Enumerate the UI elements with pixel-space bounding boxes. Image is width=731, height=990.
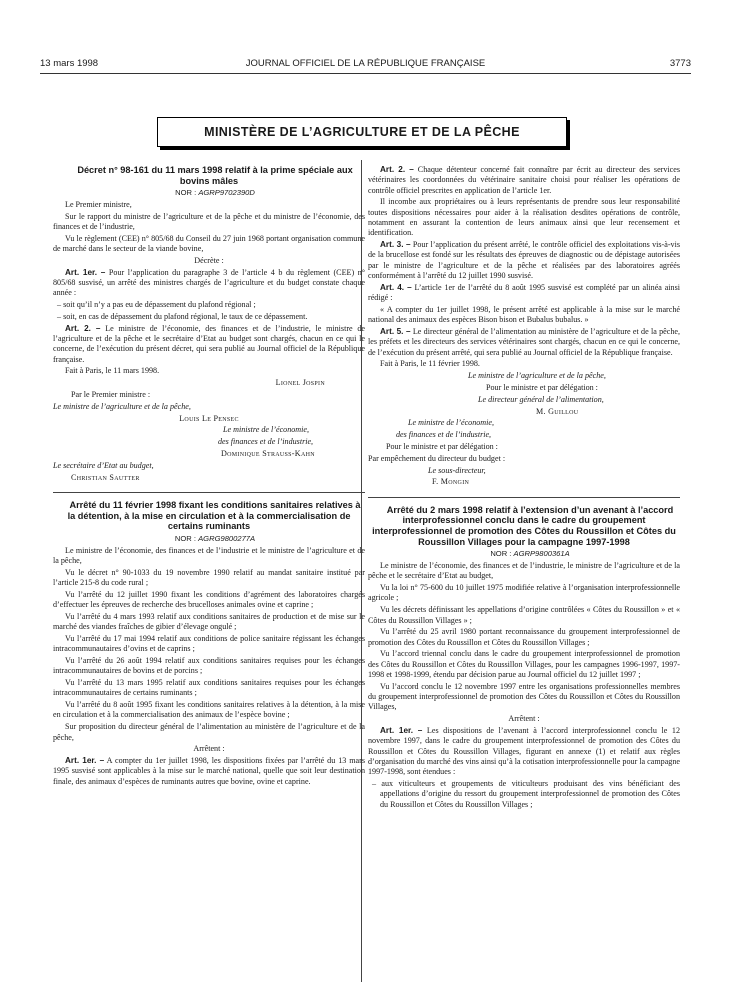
section-separator-right <box>368 497 680 498</box>
arrete1-s2: Pour le ministre et par délégation : <box>486 382 598 392</box>
decret-dash1: – soit qu’il n’y a pas eu de dépassement du plafond régional ; <box>57 300 256 310</box>
decret-p1: Le Premier ministre, <box>65 199 132 209</box>
arrete1-fait: Fait à Paris, le 11 février 1998. <box>380 359 480 369</box>
arrete1-p1: Le ministre de l’économie, des finances et de l’industrie et le ministre de l’agriculture et de la pêche, <box>53 545 365 565</box>
min-eco-1: Le ministre de l’économie, <box>223 425 310 435</box>
arrete1-s6: des finances et de l’industrie, <box>396 430 492 440</box>
ministry-banner: MINISTÈRE DE L’AGRICULTURE ET DE LA PÊCHE <box>157 117 567 147</box>
decret-dash2: – soit, en cas de dépassement du plafond régional, le taux de ce dépassement. <box>57 311 308 321</box>
right-column <box>368 165 680 811</box>
running-header <box>40 58 691 72</box>
arrete2-dash1: – aux viticulteurs et groupements de viticulteurs produisant des vins bénéficiant des appellations d’origine du ressort du groupement interprofessionnel de promotion des Côtes du Roussillon et Côtes du Roussillon Villages ; <box>372 779 680 809</box>
arrete1-p7: Vu l’arrêté du 13 mars 1995 relatif aux conditions sanitaires requises pour les échanges intracommunautaires de certains ruminants ; <box>53 678 365 698</box>
arrete1-nor: NOR : AGRG9800277A <box>174 533 256 543</box>
decret-signatures <box>53 378 365 483</box>
arrete1-p2: Vu le décret n° 90-1033 du 19 novembre 1990 relatif au mandat sanitaire institué par l’article 215-8 du code rural ; <box>53 567 365 587</box>
arrete1-art2: Art. 2. – Chaque détenteur concerné fait connaître par écrit au directeur des services vétérinaires les coordonnées du vétérinaire sanitaire choisi pour réaliser les opérations de contrôle officiel prescrites en application de l’article 1er. <box>368 165 680 195</box>
arrete1-s10: F. Mongin <box>432 477 470 487</box>
sec-budget: Le secrétaire d’Etat au budget, <box>53 460 154 470</box>
min-agri: Le ministre de l’agriculture et de la pêche, <box>53 401 191 411</box>
arrete1-s5: Le ministre de l’économie, <box>408 418 495 428</box>
decret-p3: Vu le règlement (CEE) n° 805/68 du Conseil du 27 juin 1968 portant organisation commune de marché dans le secteur de la viande bovine, <box>53 233 365 254</box>
arrete1-p4: Vu l’arrêté du 4 mars 1993 relatif aux conditions sanitaires de production et de mise sur le marché des viandes fraîches de gibier d’élevage ongulé ; <box>53 611 365 632</box>
arrete1-art1: Art. 1er. – A compter du 1er juillet 1998, les dispositions fixées par l’arrêté du 13 mars 1995 susvisé sont applicables à la mise sur le marché national, quelle que soit leur destination finale, des animaux d’espèces de ruminants autres que bovine, ovine et caprine. <box>53 756 365 786</box>
arrete1-arretent: Arrêtent : <box>193 744 225 754</box>
decret-art2: Art. 2. – Le ministre de l’économie, des finances et de l’industrie, le ministre de l’agriculture et de la pêche et le secrétaire d’Etat au budget sont chargés, chacun en ce qui le concerne, de l’exécution du présent décret, qui sera publié au Journal officiel de la République française. <box>53 323 365 364</box>
left-column <box>53 165 365 789</box>
decret-fait: Fait à Paris, le 11 mars 1998. <box>65 366 160 376</box>
decret-decrete: Décrète : <box>194 255 224 265</box>
arrete2-arretent: Arrêtent : <box>508 714 540 724</box>
arrete1-art2b: Il incombe aux propriétaires ou à leurs représentants de prendre sous leur responsabilité toutes dispositions nécessaires pour aider à la réalisation desdites opérations de contrôle, notamment en assurant la contention de leurs animaux ainsi que leur recensement et identification. <box>368 197 680 238</box>
par-pm: Par le Premier ministre : <box>71 389 151 399</box>
arrete1-s3: Le directeur général de l’alimentation, <box>478 394 604 404</box>
decret-title: Décret n° 98-161 du 11 mars 1998 relatif à la prime spéciale aux bovins mâles <box>77 165 353 186</box>
sig-pm: Lionel Jospin <box>275 378 325 388</box>
arrete2-p6: Vu l’accord conclu le 12 novembre 1997 entre les organisations professionnelles membres du groupement interprofessionnel de promotion des Côtes du Roussillon et Côtes du Roussillon Villages, <box>368 681 680 712</box>
decret-p2: Sur le rapport du ministre de l’agriculture et de la pêche et du ministre de l’économie, des finances et de l’industrie, <box>53 211 365 231</box>
arrete2-p1: Le ministre de l’économie, des finances et de l’industrie, le ministre de l’agriculture et de la pêche et le secrétaire d’Etat au budget, <box>368 561 680 581</box>
arrete2-p4: Vu l’arrêté du 25 avril 1980 portant reconnaissance du groupement interprofessionnel de promotion des Côtes du Roussillon et Côtes du Roussillon Villages ; <box>368 627 680 647</box>
section-separator <box>53 492 365 493</box>
arrete1-p6: Vu l’arrêté du 26 août 1994 relatif aux conditions sanitaires requises pour les échanges intracommunautaires de bovins et de porcins ; <box>53 655 365 676</box>
arrete1-s8: Par empêchement du directeur du budget : <box>368 453 506 463</box>
sig-agri: Louis Le Pensec <box>179 413 239 423</box>
arrete1-art4b: « A compter du 1er juillet 1998, le présent arrêté est applicable à la mise sur le marché national des animaux des espèces Bison bison et Bubalus bubalus. » <box>368 304 680 325</box>
sig-eco: Dominique Strauss-Kahn <box>221 448 315 458</box>
arrete2-art1: Art. 1er. – Les dispositions de l’avenant à l’accord interprofessionnel conclu le 12 novembre 1997, dans le cadre du groupement interprofessionnel de promotion des Côtes du Roussillon et Côtes du Roussillon Villages, figurant en annexe (1) et relatif aux règles d’organisation du marché des vins ainsi qu’à la cotisation interprofessionnelle pour la campagne 1997-1998, sont étendues : <box>368 726 680 777</box>
arrete1-art3: Art. 3. – Pour l’application du présent arrêté, le contrôle officiel des exploitations vis-à-vis de la brucellose est fondé sur les résultats des épreuves de diagnostic ou de dépistage autorisées par le ministre de l’agriculture et de la pêche et réalisées par des laboratoires agréés conformément à l’arrêté du 12 juillet 1990 susvisé. <box>368 240 680 280</box>
arrete1-p5: Vu l’arrêté du 17 mai 1994 relatif aux conditions de police sanitaire régissant les échanges intracommunautaires d’ovins et de caprins ; <box>53 633 365 654</box>
sig-budget: Christian Sautter <box>71 472 140 482</box>
decret-nor: NOR : AGRP9702390D <box>175 188 255 198</box>
arrete2-title: Arrêté du 2 mars 1998 relatif à l’extension d’un avenant à l’accord interprofessionnel conclu dans le cadre du groupement interprofessionnel de promotion des Côtes du Roussillon et Côtes du Roussillon Villages pour la campagne 1997-1998 <box>372 504 676 547</box>
min-eco-2: des finances et de l’industrie, <box>218 437 314 447</box>
arrete1-signatures <box>368 371 680 487</box>
arrete2-p5: Vu l’accord triennal conclu dans le cadre du groupement interprofessionnel de promotion des Côtes du Roussillon et Côtes du Roussillon Villages, pour les campagnes 1996-1997, 1997-1998 et 1998-1999, étendu par décision parue au Journal officiel du 12 juillet 1997 ; <box>368 649 680 680</box>
arrete1-s1: Le ministre de l’agriculture et de la pêche, <box>468 371 606 381</box>
header-journal-title: JOURNAL OFFICIEL DE LA RÉPUBLIQUE FRANÇAISE <box>245 58 486 69</box>
header-rule <box>40 73 691 74</box>
arrete1-p8: Vu l’arrêté du 8 août 1995 fixant les conditions sanitaires relatives à la détention, à la mise en circulation et à la commercialisation des animaux de l’espèce bovine ; <box>53 700 365 720</box>
arrete2-p2: Vu la loi n° 75-600 du 10 juillet 1975 modifiée relative à l’organisation interprofessionnelle agricole ; <box>368 583 680 603</box>
arrete1-art5: Art. 5. – Le directeur général de l’alimentation au ministère de l’agriculture et de la pêche, les préfets et les directeurs des services vétérinaires sont chargés, chacun en ce qui le concerne, de l’exécution du présent arrêté, qui sera publié au Journal officiel de la République française. <box>368 326 680 357</box>
arrete1-s7: Pour le ministre et par délégation : <box>386 441 498 451</box>
arrete1-s9: Le sous-directeur, <box>428 465 486 475</box>
arrete2-nor: NOR : AGRP9800361A <box>490 549 570 559</box>
arrete2-p3: Vu les décrets définissant les appellations d’origine contrôlées « Côtes du Roussillon » et « Côtes du Roussillon Villages » ; <box>368 605 680 625</box>
arrete1-p3: Vu l’arrêté du 12 juillet 1990 fixant les conditions d’agrément des laboratoires chargés d’effectuer les épreuves de recherche des brucelloses animales ovine et caprine ; <box>53 589 365 609</box>
arrete1-s4: M. Guillou <box>536 406 579 416</box>
arrete1-p9: Sur proposition du directeur général de l’alimentation au ministère de l’agriculture et de la pêche, <box>53 722 365 742</box>
arrete1-art4: Art. 4. – L’article 1er de l’arrêté du 8 août 1995 susvisé est complété par un alinéa ainsi rédigé : <box>368 282 680 303</box>
arrete1-title: Arrêté du 11 février 1998 fixant les conditions sanitaires relatives à la détention, à la mise en circulation et à la commercialisation de certains ruminants <box>67 499 361 532</box>
decret-art1: Art. 1er. – Pour l’application du paragraphe 3 de l’article 4 b du règlement (CEE) n° 805/68 susvisé, un arrêté des ministres chargés de l’agriculture et du budget constate chaque année : <box>53 267 365 298</box>
header-date: 13 mars 1998 <box>40 58 99 69</box>
header-page-number: 3773 <box>669 58 691 69</box>
